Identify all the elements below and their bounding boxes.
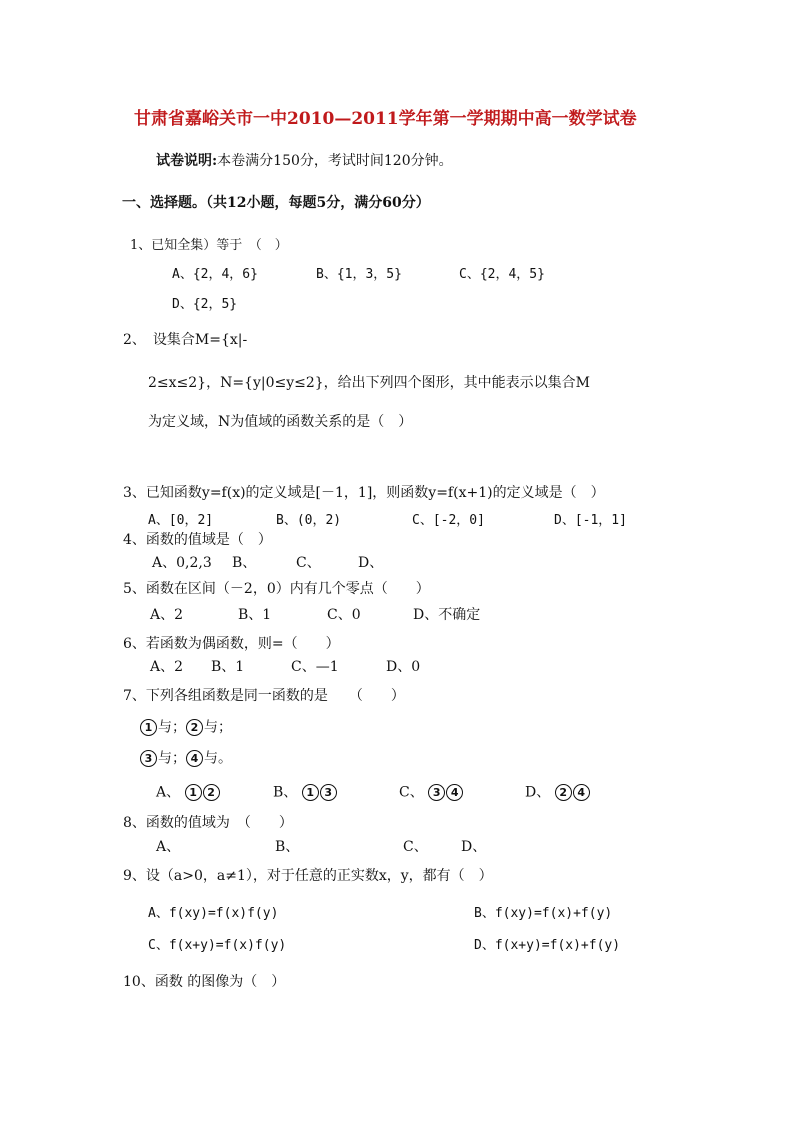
pair-text: 与； [158, 750, 186, 767]
pair-text: 与。 [204, 750, 232, 767]
page-title: 甘肃省嘉峪关市一中2010—2011学年第一学期期中高一数学试卷 [134, 109, 637, 129]
question-6-stem: 6、若函数为偶函数，则=（ ） [123, 636, 340, 652]
pair-text: 与； [204, 719, 232, 736]
pair-text: 与； [158, 719, 186, 736]
q7-option-a [156, 784, 221, 801]
question-5-stem: 5、函数在区间（－2，0）内有几个零点（ ） [123, 581, 430, 597]
q7-option-d [525, 784, 591, 801]
circled-number: 1 [302, 784, 319, 801]
q1-option-b: B、{1，3，5} [316, 267, 402, 282]
question-3-stem: 3、已知函数y=f(x)的定义域是[－1，1]，则函数y=f(x+1)的定义域是（ ） [123, 485, 605, 501]
q5-option-b: B、1 [238, 607, 272, 623]
q1-option-d: D、{2，5} [172, 297, 238, 312]
q8-option-d: D、 [461, 839, 487, 855]
q1-option-c: C、{2，4，5} [459, 267, 545, 282]
circled-number: 3 [140, 750, 157, 767]
q8-option-c: C、 [403, 839, 428, 855]
instructions-label: 试卷说明: [156, 153, 218, 169]
q8-option-b: B、 [275, 839, 300, 855]
circled-number: 1 [140, 719, 157, 736]
q7-option-b [273, 784, 338, 801]
q5-option-c: C、0 [327, 607, 361, 623]
q9-option-c: C、f(x+y)=f(x)f(y) [148, 938, 287, 953]
q4-option-c: C、 [296, 555, 321, 571]
q6-option-c: C、—1 [291, 659, 339, 675]
option-label: B、 [273, 784, 298, 801]
instructions-text: 本卷满分150分，考试时间120分钟。 [217, 153, 453, 169]
q9-option-d: D、f(x+y)=f(x)+f(y) [474, 938, 621, 953]
q4-option-b: B、 [232, 555, 257, 571]
q5-option-a: A、2 [150, 607, 184, 623]
question-2-line-1: 2、 设集合M={x|- [123, 332, 248, 348]
instructions [156, 154, 453, 168]
circled-number: 4 [446, 784, 463, 801]
question-4-stem: 4、函数的值域是（ ） [123, 532, 272, 548]
question-9-stem: 9、设（a>0，a≠1），对于任意的正实数x，y，都有（ ） [123, 868, 493, 884]
q7-option-c [399, 784, 464, 801]
circled-number: 3 [320, 784, 337, 801]
question-2-line-3: 为定义域，N为值域的函数关系的是（ ） [148, 414, 413, 430]
option-label: D、 [525, 784, 551, 801]
q3-option-a: A、[0，2] [148, 513, 214, 528]
circled-number: 2 [186, 719, 203, 736]
question-7-stem: 7、下列各组函数是同一函数的是 （ ） [123, 688, 405, 704]
q7-pair-2 [140, 750, 232, 767]
circled-number: 3 [428, 784, 445, 801]
q3-option-d: D、[-1，1] [554, 513, 627, 528]
q6-option-b: B、1 [211, 659, 245, 675]
q5-option-d: D、不确定 [413, 607, 481, 623]
q9-option-b: B、f(xy)=f(x)+f(y) [474, 906, 613, 921]
option-label: A、 [156, 784, 181, 801]
circled-number: 1 [185, 784, 202, 801]
section-heading: 一、选择题。（共12小题，每题5分，满分60分） [122, 195, 430, 211]
question-1-stem: 1、已知全集）等于 （ ） [130, 238, 288, 253]
q4-option-d: D、 [358, 555, 384, 571]
circled-number: 2 [555, 784, 572, 801]
q6-option-d: D、0 [386, 659, 421, 675]
q1-option-a: A、{2，4，6} [172, 267, 258, 282]
q7-pair-1 [140, 719, 232, 736]
q3-option-c: C、[-2，0] [412, 513, 485, 528]
option-label: C、 [399, 784, 424, 801]
q8-option-a: A、 [156, 839, 181, 855]
circled-number: 2 [203, 784, 220, 801]
q6-option-a: A、2 [150, 659, 184, 675]
question-8-stem: 8、函数的值域为 （ ） [123, 815, 293, 831]
circled-number: 4 [573, 784, 590, 801]
q3-option-b: B、(0，2) [276, 513, 342, 528]
q4-option-a: A、0,2,3 [152, 555, 212, 571]
circled-number: 4 [186, 750, 203, 767]
q9-option-a: A、f(xy)=f(x)f(y) [148, 906, 279, 921]
question-2-line-2: 2≤x≤2}，N={y|0≤y≤2}，给出下列四个图形，其中能表示以集合M [148, 375, 591, 391]
question-10-stem: 10、函数 的图像为（ ） [123, 974, 286, 990]
